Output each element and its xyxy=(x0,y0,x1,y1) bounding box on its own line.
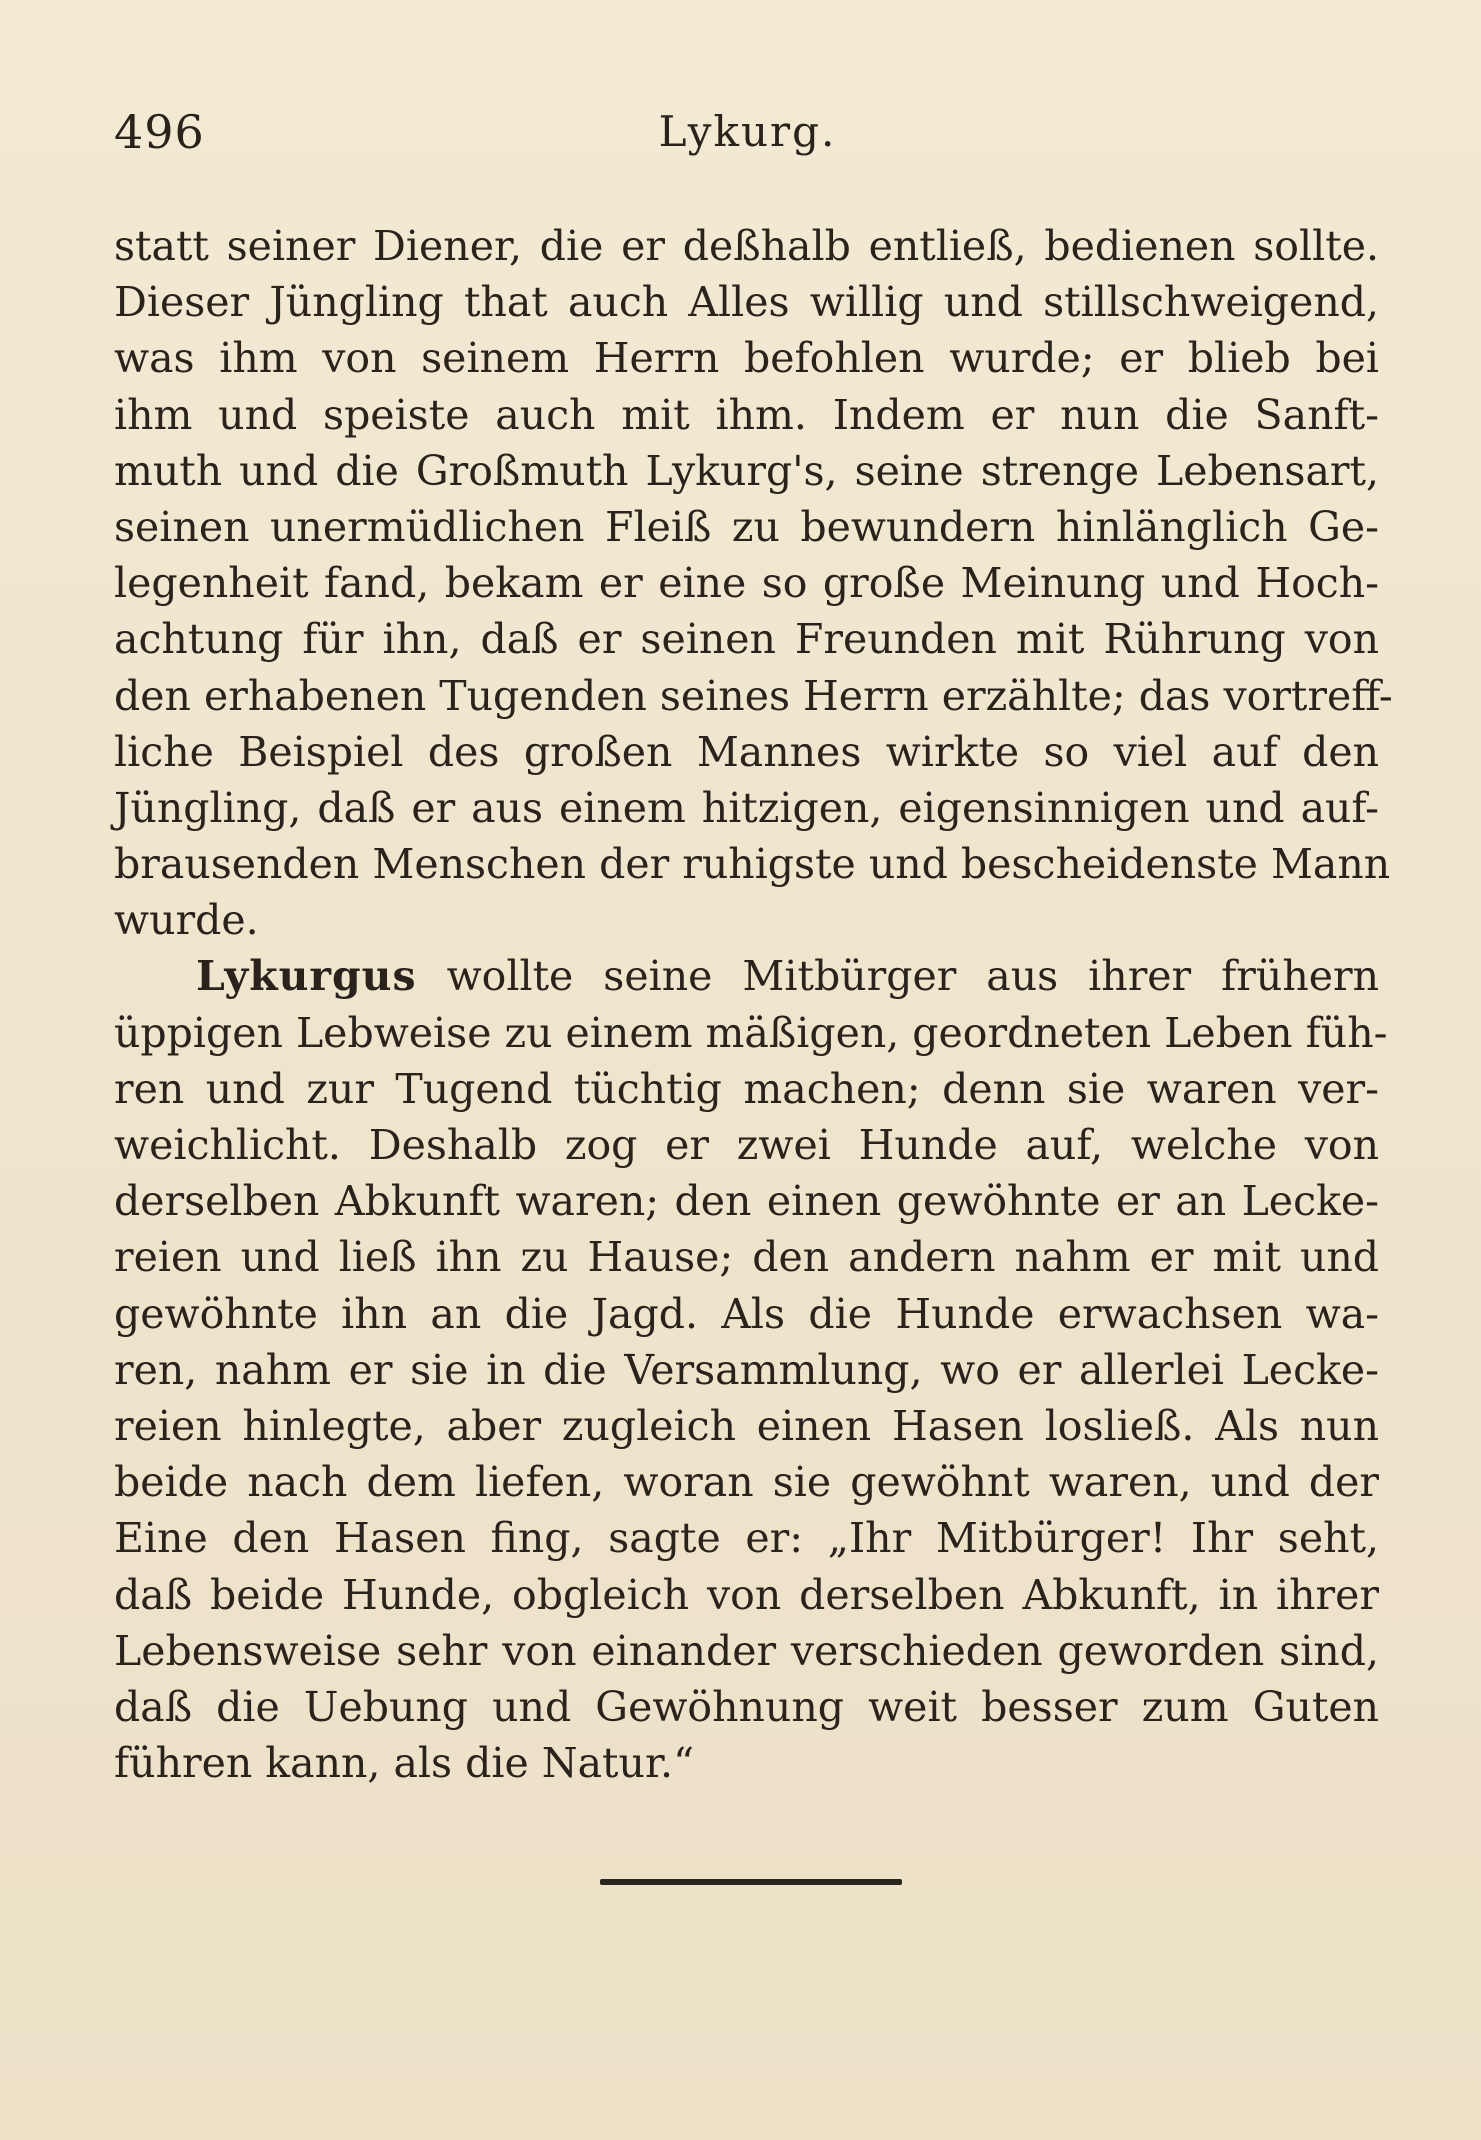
text-line: daß beide Hunde, obgleich von derselben Abkunft, in ihrer xyxy=(114,1570,1379,1619)
section-divider-rule xyxy=(600,1879,902,1885)
running-title: Lykurg. xyxy=(658,107,837,156)
text-line: führen kann, als die Natur.“ xyxy=(114,1739,695,1788)
emphasized-name: Lykurgus xyxy=(196,952,417,1001)
text-line: Eine den Hasen fing, sagte er: „Ihr Mitbürger! Ihr seht, xyxy=(114,1514,1379,1563)
text-line: seinen unermüdlichen Fleiß zu bewundern hinlänglich Ge- xyxy=(114,502,1379,551)
first-line-text: wollte seine Mitbürger aus ihrer frühern xyxy=(446,952,1379,1001)
text-line: ren, nahm er sie in die Versammlung, wo er allerlei Lecke- xyxy=(114,1345,1379,1394)
text-line: üppigen Lebweise zu einem mäßigen, geordneten Leben füh- xyxy=(114,1008,1388,1057)
text-line: beide nach dem liefen, woran sie gewöhnt waren, und der xyxy=(114,1458,1379,1507)
text-line: wurde. xyxy=(114,896,259,945)
text-line: derselben Abkunft waren; den einen gewöhnte er an Lecke- xyxy=(114,1177,1379,1226)
text-line: was ihm von seinem Herrn befohlen wurde; er blieb bei xyxy=(114,334,1379,383)
text-line: ihm und speiste auch mit ihm. Indem er nun die Sanft- xyxy=(114,390,1379,439)
text-line: ren und zur Tugend tüchtig machen; denn sie waren ver- xyxy=(114,1064,1379,1113)
text-line: brausenden Menschen der ruhigste und bescheidenste Mann xyxy=(114,840,1391,889)
text-line: achtung für ihn, daß er seinen Freunden mit Rührung von xyxy=(114,615,1379,664)
text-line: weichlicht. Deshalb zog er zwei Hunde auf, welche von xyxy=(114,1121,1379,1169)
text-line: Jüngling, daß er aus einem hitzigen, eigensinnigen und auf- xyxy=(114,783,1379,832)
text-line: statt seiner Diener, die er deßhalb entließ, bedienen sollte. xyxy=(114,222,1379,270)
page-number: 496 xyxy=(114,105,205,159)
text-line: Lebensweise sehr von einander verschieden geworden sind, xyxy=(114,1626,1379,1675)
text-line: muth und die Großmuth Lykurg's, seine strenge Lebensart, xyxy=(114,446,1379,495)
text-line: reien hinlegte, aber zugleich einen Hasen losließ. Als nun xyxy=(114,1401,1379,1450)
paragraph-2 xyxy=(114,948,1388,1791)
text-line: Dieser Jüngling that auch Alles willig und stillschweigend, xyxy=(114,278,1379,327)
page-header xyxy=(114,105,1381,165)
paragraph-first-line xyxy=(114,948,1379,1004)
text-line: den erhabenen Tugenden seines Herrn erzählte; das vortreff- xyxy=(114,671,1393,720)
body-text xyxy=(114,218,1393,1791)
text-line: gewöhnte ihn an die Jagd. Als die Hunde erwachsen wa- xyxy=(114,1289,1379,1338)
text-line: reien und ließ ihn zu Hause; den andern nahm er mit und xyxy=(114,1233,1379,1282)
text-line: daß die Uebung und Gewöhnung weit besser zum Guten xyxy=(114,1682,1379,1731)
text-line: liche Beispiel des großen Mannes wirkte so viel auf den xyxy=(114,727,1379,776)
text-line: legenheit fand, bekam er eine so große Meinung und Hoch- xyxy=(114,559,1379,608)
paragraph-1 xyxy=(114,218,1393,948)
